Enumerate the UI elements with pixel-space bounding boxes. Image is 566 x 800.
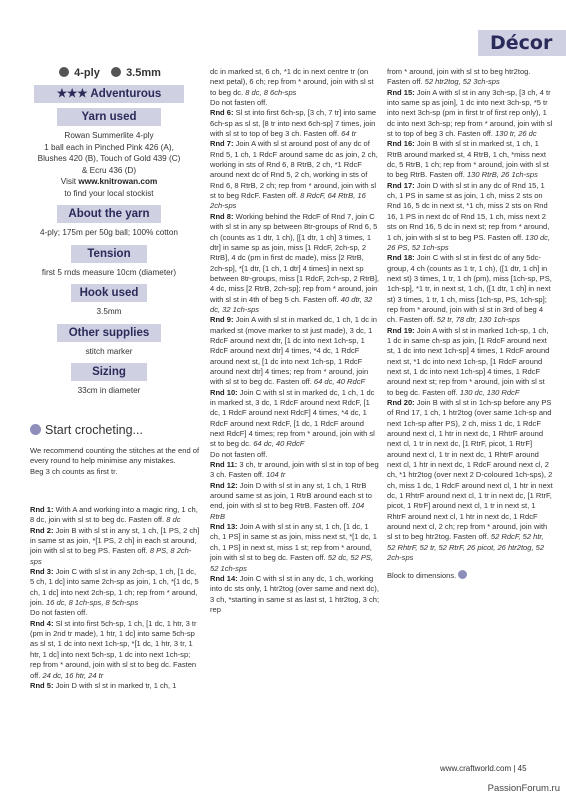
page-footer: www.craftworld.com | 45 xyxy=(440,764,527,773)
round-text: Join C with sl st in any dc, 1 ch, working into dc sts only, 1 htr2tog (over same and next dc), 3 ch, *starting in same st as last st, 1 htr2tog, 3 ch; rep xyxy=(210,573,380,614)
round-text: Join A with sl st around post of any dc of Rnd 5, 1 ch, 1 RdcF around same dc as join, 2 ch, working in sts of Rnd 6, 8 RtrB, 2 ch, *1 RdcF around next dc of Rnd 5, 2 ch, working in sts of Rnd 6, 8 RtrB, 2 ch; rep from * around, join with sl st to beg RdcF. Fasten off. xyxy=(210,139,378,201)
round-instruction xyxy=(210,139,380,211)
round-text: 3 ch, tr around, join with sl st in top of beg 3 ch. Fasten off. xyxy=(210,460,379,480)
round-label: Rnd 8: xyxy=(210,211,234,221)
stitch-count: 130 RtrB, 26 1ch-sps xyxy=(464,170,538,180)
round-instruction xyxy=(30,608,202,618)
round-label: Rnd 3: xyxy=(30,567,54,577)
round-label: Rnd 16: xyxy=(387,139,415,149)
round-label: Rnd 17: xyxy=(387,180,415,190)
yarn-line: 1 ball each in Pinched Pink 426 (A), xyxy=(44,142,174,152)
intro-paragraph: We recommend counting the stitches at the end of every round to help minimise any mistakes. xyxy=(30,446,200,466)
round-label: Rnd 11: xyxy=(210,460,238,470)
round-instruction xyxy=(30,505,202,526)
yarn-line: Blushes 420 (B), Touch of Gold 439 (C) xyxy=(37,154,181,163)
block-note-text: Block to dimensions. xyxy=(387,570,457,580)
round-label: Rnd 14: xyxy=(210,573,238,583)
round-instruction xyxy=(210,460,380,481)
tension-text: first 5 rnds measure 10cm (diameter) xyxy=(41,267,177,277)
start-title-text: Start crocheting... xyxy=(45,423,143,437)
round-instruction xyxy=(387,67,553,88)
yarn-line: & Ecru 436 (D) xyxy=(81,165,137,175)
stitch-count: 52 tr, 78 dtr, 130 1ch-sps xyxy=(434,315,520,325)
instructions-column-1 xyxy=(30,505,202,691)
round-instruction xyxy=(387,326,553,398)
yarn-line: to find your local stockist xyxy=(64,188,154,198)
round-text: Join A with sl st in any st, 1 ch, [1 dc, 1 ch, 1 PS] in same st as join, miss next st, *[1 dc, 1 ch, 1 PS] in next st, miss 1 st; rep from * around, join with sl st to beg dc. Fasten off. xyxy=(210,522,377,563)
round-text: Join B with sl st in any st, 1 ch, [1 PS, 2 ch] in same st as join, *[1 PS, 2 ch] in each st around, join with sl st to beg PS. Fasten off. xyxy=(30,525,200,556)
stitch-count: 8 dc, 8 6ch-sps xyxy=(243,87,297,97)
stitch-count: 130 dc, 26 PS, 52 1ch-sps xyxy=(387,232,551,252)
round-text: Join D with sl st in any dc of Rnd 15, 1 ch, 1 PS in same st as join, 1 ch, miss 2 sts on Rnd 16, 5 dc in next st, *1 ch, miss 2 sts on Rnd 16, 1 PS in next dc of Rnd 15, 1 ch, miss next 2 sts on Rnd 16, 5 dc in next st; rep from * around, 1 ch, join with sl st to beg PS. Fasten off. xyxy=(387,180,550,242)
round-label: Rnd 15: xyxy=(387,87,415,97)
round-instruction xyxy=(387,253,553,325)
round-instruction xyxy=(210,212,380,315)
round-label: Rnd 12: xyxy=(210,480,238,490)
stitch-count: 104 RtrB xyxy=(210,501,365,521)
round-label: Rnd 13: xyxy=(210,522,238,532)
stitch-count: 130 tr, 26 dc xyxy=(493,129,537,139)
about-yarn-text: 4-ply; 175m per 50g ball; 100% cotton xyxy=(40,228,178,237)
round-label: Rnd 10: xyxy=(210,387,238,397)
stitch-count: 8 RdcF, 64 RtrB, 16 2ch-sps xyxy=(210,191,366,211)
round-instruction xyxy=(387,398,553,564)
hook-size-label: 3.5mm xyxy=(126,67,161,79)
round-instruction xyxy=(387,181,553,253)
round-label: Rnd 19: xyxy=(387,325,415,335)
rowan-link[interactable]: www.knitrowan.com xyxy=(78,177,158,186)
about-yarn-heading: About the yarn xyxy=(57,205,161,223)
yarn-used-text xyxy=(24,130,194,199)
stitch-count: 130 dc, 130 RdcF xyxy=(457,387,520,397)
instructions-column-2 xyxy=(210,67,380,615)
round-label: Rnd 5: xyxy=(30,680,54,690)
round-text: Join B with sl st in 1ch-sp before any PS of Rnd 17, 1 ch, 1 htr2tog (over same 1ch-sp and next 1ch-sp after PS), 2 ch, miss 1 dc, 1 RdcF around next cl, 1 htr in next dc, 1 RhtrF around next cl, 1 tr in next dc, [1 RtrF, picot, 1 RtrF] around next cl, 1 tr in next dc, 1 RhtrF around next cl, 1 htr in next dc, 1 RdcF around next cl, 2 ch, *1 htr2tog (over next 2 D-coloured 1ch-sps), 2 ch, miss 1 dc, 1 RdcF around next cl, 1 htr in next dc, 1 RhtrF around next cl, 1 tr in next dc, [1 RtrF, picot, 1 RtrF] around next cl, 1 tr in next st, 1 RhtrF around next cl, 1 htr in next dc, 1 RdcF around next cl, 2 ch; rep from * around, join with sl st to beg htr2tog. Fasten off. xyxy=(387,398,553,542)
round-instruction xyxy=(387,88,553,140)
round-text: Join C with sl st in first dc of any 5dc-group, 4 ch (counts as 1 tr, 1 ch), ([1 dtr, 1 ch] in next st) 3 times, 1 tr, 1 ch (pm), miss [1ch-sp, PS, 1ch-sp], *1 tr, in next st, 1 ch, ([1 dtr, 1 ch] in next st) 3 times, 1 tr, 1 ch, miss [1ch-sp, PS, 1ch-sp]; rep from * around, join with sl st in 3rd of beg 4 ch. Fasten off. xyxy=(387,253,552,325)
hook-size-icon xyxy=(111,67,121,77)
spec-row xyxy=(24,67,194,79)
yarn-used-heading: Yarn used xyxy=(57,108,161,126)
round-instruction xyxy=(210,388,380,450)
tension-heading: Tension xyxy=(71,245,147,263)
stitch-count: 104 tr xyxy=(263,470,286,480)
round-text: Join C with sl st in any 2ch-sp, 1 ch, [1 dc, 5 ch, 1 dc] into same 2ch-sp as join, 1 ch, *[1 dc, 5 ch, 1 dc] into next 2ch-sp, 1 ch; rep from * around, join. xyxy=(30,567,199,608)
round-label: Rnd 7: xyxy=(210,139,234,149)
ply-label: 4-ply xyxy=(74,67,100,79)
round-text: Sl st into first 5ch-sp, 1 ch, [1 dc, 1 htr, 3 tr (pm in 2nd tr made), 1 htr, 1 dc] into same 5ch-sp as sl st, 1 dc into next 1ch-sp, *[1 dc, 1 htr, 3 tr, 1 htr, 1 dc] into next 5ch-sp, 1 dc into next 1ch-sp; rep from * around, join with sl st to beg dc. Fasten off. xyxy=(30,618,197,680)
pattern-sidebar xyxy=(24,67,194,403)
round-instruction xyxy=(210,574,380,615)
stitch-count: 52 htr2tog, 52 3ch-sps xyxy=(422,77,500,87)
round-label: Rnd 20: xyxy=(387,398,415,407)
intro-paragraph: Beg 3 ch counts as first tr. xyxy=(30,466,118,476)
round-instruction xyxy=(210,67,380,98)
bullet-icon xyxy=(30,424,41,435)
supplies-text: stitch marker xyxy=(85,346,133,356)
round-text: Join A with sl st in any 3ch-sp, [3 ch, 4 tr into same sp as join], 1 dc into next 3ch-sp, *5 tr into next 3ch-sp (pm in first tr of first rep only), 1 dc into next 3ch-sp; rep from * around, join with sl st to top of beg 3 ch. Fasten off. xyxy=(387,87,553,139)
stitch-count: 16 dc, 8 1ch-sps, 8 5ch-sps xyxy=(43,598,139,608)
stockist-line xyxy=(24,176,194,188)
sizing-text: 33cm in diameter xyxy=(77,386,141,395)
yarn-weight-icon xyxy=(59,67,69,77)
stitch-count: 8 dc xyxy=(164,515,181,525)
round-instruction xyxy=(210,315,380,387)
round-text: With A and working into a magic ring, 1 ch, 8 dc, join with sl st to beg dc. Fasten off. xyxy=(30,505,198,525)
difficulty-badge: ★★★ Adventurous xyxy=(34,85,184,103)
round-text: Join D with sl st in any st, 1 ch, 1 RtrB around same st as join, 1 RtrB around each st to end, join with sl st to beg RtrB. Fasten off. xyxy=(210,480,372,511)
sizing-heading: Sizing xyxy=(71,363,147,381)
round-label: Rnd 18: xyxy=(387,253,415,263)
round-text: Join C with sl st in marked dc, 1 ch, 1 dc in marked st, 3 dc, 1 RdcF around next RdcF, [1 dc, 1 RdcF around next RdcF] 4 times, *4 dc, 1 RdcF around next RdcF, [1 dc, 1 RdcF around next RdcF] 4 times; rep from * around, join with sl st to beg dc. xyxy=(210,387,375,449)
stitch-count: 24 dc, 16 htr, 24 tr xyxy=(40,670,104,680)
instructions-column-3 xyxy=(387,67,553,581)
hook-text: 3.5mm xyxy=(96,307,122,316)
intro-text xyxy=(30,446,200,477)
end-mark-icon xyxy=(458,570,467,579)
section-tab: Décor xyxy=(478,30,566,56)
round-instruction xyxy=(210,522,380,574)
stitch-count: 64 dc, 40 RdcF xyxy=(311,377,366,387)
block-note xyxy=(387,570,553,581)
round-instruction xyxy=(210,108,380,139)
stitch-count: 64 dc, 40 RdcF xyxy=(251,439,305,449)
round-instruction xyxy=(210,450,380,460)
watermark: PassionForum.ru xyxy=(487,783,560,794)
stitch-count: 8 PS, 8 2ch-sps xyxy=(30,546,192,566)
round-label: Rnd 6: xyxy=(210,108,234,118)
round-instruction xyxy=(30,567,202,608)
hook-heading: Hook used xyxy=(71,284,147,302)
round-instruction xyxy=(30,681,202,691)
round-text: Sl st into first 6ch-sp, [3 ch, 7 tr] into same 6ch-sp as sl st, [8 tr into next 6ch-sp] 7 times, join with sl st to top of beg 3 ch. Fasten off. xyxy=(210,108,377,139)
round-text: Do not fasten off. xyxy=(210,449,268,459)
round-label: Rnd 4: xyxy=(30,618,54,628)
round-text: Join A with sl st in marked 1ch-sp, 1 ch, 1 dc in same ch-sp as join, [1 RdcF around next st, 1 dc into next 1ch-sp] 4 times, 1 RdcF around next st, *1 dc into next 1ch-sp, [1 RdcF around next st, 1 dc into next 1ch-sp] 4 times, 1 RdcF around next st; rep from * around, join with sl st to beg dc. Fasten off. xyxy=(387,325,550,397)
round-text: Join B with sl st in marked st, 1 ch, 1 RtrB around marked st, 4 RtrB, 1 ch, *miss next dc, 5 RtrB, 1 ch; rep from * around, join with sl st to beg RtrB. Fasten off. xyxy=(387,139,549,180)
round-text: from * around, join with sl st to beg htr2tog. Fasten off. xyxy=(387,67,531,87)
round-instruction xyxy=(30,526,202,567)
round-instruction xyxy=(387,139,553,180)
start-crocheting-title xyxy=(30,423,143,437)
round-text: Join A with sl st in marked dc, 1 ch, 1 dc in marked st (move marker to st just made), 3 dc, 1 RdcF around next dtr, [1 dc into next 1ch-sp, 1 RdcF around next dtr] 4 times, *4 dc, 1 RdcF around next st, [1 dc into next 1ch-sp, 1 RdcF around next dtr] 4 times; rep from * around, join with sl st to beg dc. Fasten off. xyxy=(210,315,377,387)
round-text: Do not fasten off. xyxy=(30,608,88,618)
round-label: Rnd 9: xyxy=(210,315,234,325)
round-label: Rnd 1: xyxy=(30,505,54,514)
round-text: Working behind the RdcF of Rnd 7, join C with sl st in any sp between 8tr-groups of Rnd 6, 5 ch (counts as 1 dtr, 1 ch), [[1 dtr, 1 ch] 3 times, 1 dtr] in same sp as join, miss [1 RdcF, 2ch-sp, 2 RtrB], 4 dc (pm in first dc made), miss [2 RtrB, 2ch-sp], *[1 dtr, [1 ch, 1 dtr] 4 times] in next sp between 8tr-groups, miss [1 RdcF, 2ch-sp, 2 RtrB], 4 dc, miss [2 RtrB, 2ch-sp]; rep from * around, join with sl st in 4th of beg 5 ch. Fasten off. xyxy=(210,211,380,304)
stitch-count: 52 dc, 52 PS, 52 1ch-sps xyxy=(210,553,374,573)
visit-label: Visit xyxy=(60,177,79,186)
round-label: Rnd 2: xyxy=(30,525,54,535)
round-instruction xyxy=(30,619,202,681)
supplies-heading: Other supplies xyxy=(57,324,161,342)
yarn-line: Rowan Summerlite 4-ply xyxy=(64,131,154,140)
stitch-count: 64 tr xyxy=(339,129,357,139)
stitch-count: 40 dtr, 32 dc, 32 1ch-sps xyxy=(210,294,373,314)
round-text: dc in marked st, 6 ch, *1 dc in next centre tr (on next petal), 6 ch; rep from * around, join with sl st to beg dc. xyxy=(210,67,374,97)
round-instruction xyxy=(210,481,380,522)
stitch-count: 52 RdcF, 52 htr, 52 RhtrF, 52 tr, 52 RtrF, 26 picot, 26 htr2tog, 52 2ch-sps xyxy=(387,532,545,563)
round-instruction xyxy=(210,98,380,108)
round-text: Join D with sl st in marked tr, 1 ch, 1 xyxy=(53,680,177,690)
round-text: Do not fasten off. xyxy=(210,98,268,108)
